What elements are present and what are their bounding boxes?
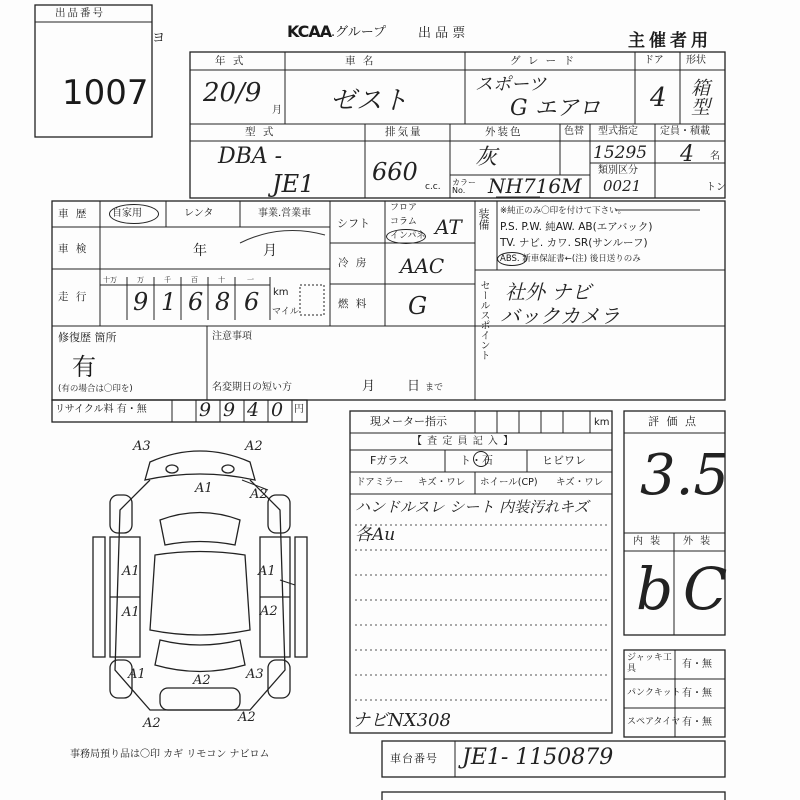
grade-line2: G エアロ (510, 96, 601, 121)
damage-label: A1 (258, 564, 276, 579)
damage-label: A1 (195, 481, 213, 496)
recycle-yen: 円 (294, 404, 304, 415)
doors-label: ドア (644, 55, 664, 66)
displacement-label: 排気量 (385, 126, 423, 138)
year-value: 20/9 (203, 78, 262, 108)
recycle-digit-1: 9 (223, 399, 236, 421)
damage-label: A1 (122, 564, 140, 579)
mileage-digit-2: 6 (188, 288, 204, 316)
mileage-digit-1: 1 (161, 288, 177, 316)
history-private-circle (109, 204, 159, 224)
damage-label: A2 (250, 487, 268, 502)
displacement-unit: c.c. (425, 182, 441, 192)
recycle-label: リサイクル料 有・無 (55, 404, 147, 415)
remark-line2: 各Au (355, 525, 396, 545)
recycle-digit-0: 9 (199, 399, 212, 421)
sales-point-line2: バックカメラ (500, 304, 620, 328)
digit-header-1: 万 (137, 276, 144, 284)
digit-header-0: 十万 (103, 276, 117, 284)
class-label: 類別区分 (598, 165, 638, 176)
ac-label: 冷 房 (338, 257, 369, 269)
name-value: ゼスト (330, 86, 409, 116)
wheel-label: ホイール(CP) (480, 477, 538, 488)
interior-value: b (636, 555, 674, 623)
meter-unit: km (594, 417, 610, 428)
chassis-label: 車台番号 (390, 752, 438, 765)
office-note: 事務局預り品は〇印 カギ リモコン ナビロム (70, 749, 270, 760)
capacity-label: 定員・積載 (660, 126, 710, 137)
doors-value: 4 (650, 83, 667, 113)
mile-label: マイル (272, 307, 299, 317)
history-option-business: 事業.営業車 (258, 208, 312, 219)
sponsor-use: 主催者用 (628, 31, 712, 51)
body-value: 箱型 (688, 78, 710, 116)
mirror-label: ドアミラー (356, 477, 404, 488)
shift-value: AT (435, 215, 462, 239)
year-label: 年 式 (215, 55, 246, 67)
history-option-rental: レンタ (184, 208, 214, 219)
digit-header-2: 千 (164, 276, 171, 284)
load-unit: トン (706, 182, 726, 193)
mileage-digit-0: 9 (133, 288, 149, 316)
meter-label: 現メーター指示 (370, 415, 447, 428)
brand-logo: KCAA (287, 22, 332, 41)
inspection-label: 車 検 (58, 243, 89, 255)
model-line2: JE1 (272, 170, 315, 198)
spare-value: 有・無 (682, 717, 712, 728)
puncture-value: 有・無 (682, 688, 712, 699)
edge-char: ヨ (152, 31, 166, 46)
notes-label: 注意事項 (212, 331, 252, 342)
recycle-digit-3: 0 (271, 399, 284, 421)
repair-note: (有の場合は〇印を) (58, 384, 133, 394)
damage-label: A1 (128, 667, 146, 682)
lot-label: 出品番号 (55, 7, 105, 19)
wheel-marks: キズ・ワレ (556, 477, 604, 488)
digit-header-5: 一 (247, 276, 254, 284)
repair-label: 修復歴 箇所 (58, 331, 117, 344)
damage-label: A2 (238, 710, 256, 725)
inspection-year: 年 (193, 243, 207, 259)
month-mark: 月 (272, 105, 282, 116)
equipment-line4: ABS. 新車保証書←(注) 後日送りのみ (500, 254, 641, 264)
glass-label: Fガラス (370, 454, 409, 467)
type-spec-label: 型式指定 (598, 126, 638, 137)
shift-label: シフト (337, 217, 370, 230)
remark-last: ナビNX308 (352, 710, 451, 731)
digit-header-3: 百 (191, 276, 198, 284)
damage-label: A2 (143, 716, 161, 731)
remark-line1: ハンドルスレ シート 内装汚れキズ (355, 498, 589, 516)
model-label: 型 式 (245, 126, 276, 138)
jack-value: 有・無 (682, 659, 712, 670)
brand-suffix: .グループ (331, 25, 387, 40)
rename-until: まで (425, 383, 444, 393)
mirror-marks: キズ・ワレ (418, 477, 466, 488)
shift-panel-circle (386, 229, 426, 244)
glass-mark-circle (473, 451, 489, 467)
color-no-value: NH716M (488, 174, 582, 198)
digit-header-4: 十 (218, 276, 225, 284)
rename-month: 月 (362, 379, 376, 394)
color-label: 色替 (564, 126, 584, 137)
equipment-line3: TV. ナビ. カワ. SR(サンルーフ) (500, 237, 648, 249)
body-label: 形状 (686, 55, 706, 66)
exterior-value: 灰 (475, 145, 498, 170)
interior-label: 内 装 (633, 536, 663, 547)
damage-label: A3 (246, 667, 264, 682)
km-label: km (273, 287, 289, 298)
capacity-unit: 名 (710, 151, 720, 162)
displacement-value: 660 (372, 158, 418, 186)
exterior-grade-label: 外 装 (683, 536, 713, 547)
shift-floor: フロア (390, 203, 418, 213)
fuel-label: 燃 料 (338, 298, 369, 310)
fuel-value: G (408, 292, 428, 320)
color-no-label: カラーNo. (452, 178, 476, 195)
glass-marks: ト・石 (460, 454, 493, 467)
chassis-value: JE1- 1150879 (462, 745, 614, 770)
spare-label: スペアタイヤ (627, 717, 681, 727)
sheet-name: 出 品 票 (418, 26, 466, 41)
grade-label: グ レ ー ド (510, 55, 577, 67)
rename-day: 日 (407, 379, 421, 394)
inspection-month: 月 (263, 243, 277, 259)
history-label: 車 歴 (58, 208, 89, 220)
puncture-label: パンクキット (627, 688, 681, 698)
sales-point-label: セールスポイント (478, 280, 489, 360)
exterior-label: 外装色 (485, 126, 523, 138)
recycle-digit-2: 4 (247, 399, 260, 421)
jack-label: ジャッキ工具 (627, 653, 672, 674)
crack-label: ヒビワレ (542, 454, 586, 467)
damage-label: A2 (245, 439, 263, 454)
equipment-label: 装備 (477, 208, 490, 230)
capacity-value: 4 (680, 142, 694, 167)
repair-value: 有 (72, 353, 96, 381)
lot-number: 1007 (62, 73, 149, 113)
damage-label: A1 (122, 605, 140, 620)
damage-label: A2 (193, 673, 211, 688)
grade-line1: スポーツ (475, 74, 547, 95)
score-label: 評 価 点 (648, 415, 698, 428)
inspector-label: 【 査 定 員 記 入 】 (412, 436, 515, 447)
equipment-line2: P.S. P.W. 純AW. AB(エアバック) (500, 221, 653, 233)
history-option-private: 自家用 (112, 208, 142, 219)
shift-panel: インパネ (390, 231, 426, 241)
mileage-digit-3: 8 (215, 288, 231, 316)
exterior-grade-value: C (683, 555, 728, 623)
ac-value: AAC (400, 254, 445, 278)
equipment-line1: ※純正のみ〇印を付けて下さい。 (500, 206, 627, 216)
rename-label: 名変期日の短い方 (212, 382, 292, 393)
type-spec-value: 15295 (593, 143, 648, 163)
damage-label: A3 (133, 439, 151, 454)
class-value: 0021 (603, 177, 642, 195)
mileage-label: 走 行 (58, 291, 89, 303)
score-value: 3.5 (640, 443, 730, 508)
sales-point-line1: 社外 ナビ (505, 280, 592, 304)
mileage-digit-4: 6 (244, 288, 260, 316)
abs-circle (497, 252, 527, 266)
damage-label: A2 (260, 604, 278, 619)
shift-column: コラム (390, 217, 417, 227)
model-line1: DBA - (218, 144, 283, 169)
name-label: 車 名 (345, 55, 376, 67)
